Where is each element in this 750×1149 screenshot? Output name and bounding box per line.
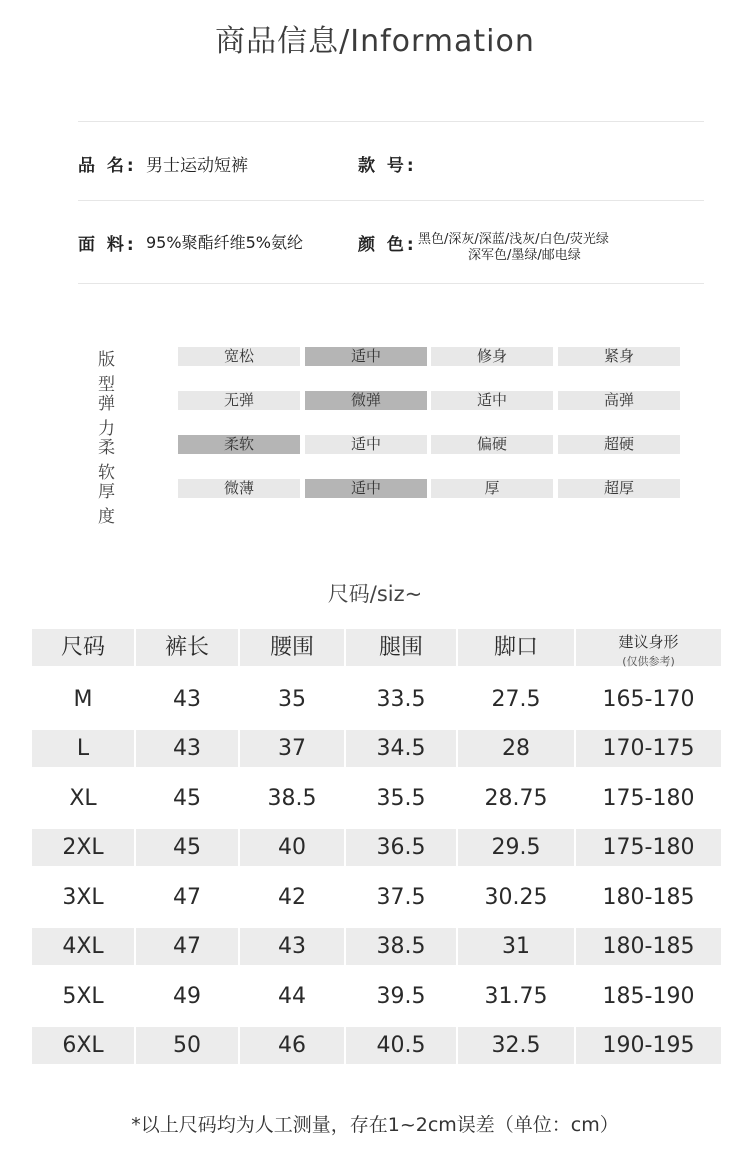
table-cell: 180-185 <box>602 885 695 910</box>
table-cell: 37.5 <box>376 885 426 910</box>
table-row <box>32 730 721 767</box>
table-cell: 31.75 <box>484 984 548 1009</box>
column-header: 腰围 <box>240 629 344 666</box>
column-header: 腿围 <box>346 629 456 666</box>
column-header <box>576 629 721 666</box>
table-cell: 170-175 <box>576 730 721 767</box>
table-cell: 28 <box>458 730 574 767</box>
table-cell: 38.5 <box>267 786 317 811</box>
table-row <box>32 681 721 718</box>
attribute-option: 偏硬 <box>431 435 553 454</box>
attribute-option: 宽松 <box>178 347 300 366</box>
table-cell: 43 <box>173 687 201 712</box>
table-cell: 40 <box>240 829 344 866</box>
table-header-row <box>32 629 721 666</box>
divider-top <box>78 121 704 122</box>
table-cell: 35.5 <box>376 786 426 811</box>
table-cell: 37 <box>240 730 344 767</box>
attribute-option: 紧身 <box>558 347 680 366</box>
attribute-label: 版型 <box>98 350 115 395</box>
column-header-main: 建议身形 <box>618 633 679 651</box>
column-header: 裤长 <box>136 629 238 666</box>
color-list-line-2: 深军色/墨绿/邮电绿 <box>468 248 581 263</box>
size-section-title: 尺码/siz~ <box>327 582 423 606</box>
fabric-label: 面 料: <box>78 235 137 255</box>
table-cell: 45 <box>136 829 238 866</box>
model-number-label: 款 号: <box>358 156 417 176</box>
product-name-label: 品 名: <box>78 156 137 176</box>
table-cell: 175-180 <box>602 786 695 811</box>
attribute-option: 超硬 <box>558 435 680 454</box>
table-cell: 33.5 <box>376 687 426 712</box>
table-cell: 49 <box>173 984 201 1009</box>
table-row <box>32 1027 721 1064</box>
attribute-option: 无弹 <box>178 391 300 410</box>
table-cell: 39.5 <box>376 984 426 1009</box>
table-cell: 190-195 <box>576 1027 721 1064</box>
table-cell: 43 <box>136 730 238 767</box>
attribute-option: 厚 <box>431 479 553 498</box>
measurement-footnote: *以上尺码均为人工测量，存在1~2cm误差（单位：cm） <box>131 1114 619 1136</box>
attribute-option: 适中 <box>305 435 427 454</box>
attribute-option: 修身 <box>431 347 553 366</box>
color-value <box>418 232 609 264</box>
table-cell: 165-170 <box>602 687 695 712</box>
table-cell: 6XL <box>32 1027 134 1064</box>
table-cell: 43 <box>240 928 344 965</box>
table-cell: 29.5 <box>458 829 574 866</box>
table-cell: 50 <box>136 1027 238 1064</box>
table-cell: 31 <box>458 928 574 965</box>
table-cell: 5XL <box>62 984 104 1009</box>
attribute-option: 微薄 <box>178 479 300 498</box>
attribute-option: 高弹 <box>558 391 680 410</box>
table-cell: 30.25 <box>484 885 548 910</box>
table-cell: L <box>32 730 134 767</box>
table-cell: 34.5 <box>346 730 456 767</box>
attribute-option-selected: 微弹 <box>305 391 427 410</box>
table-cell: 175-180 <box>576 829 721 866</box>
attribute-option: 超厚 <box>558 479 680 498</box>
color-list-line-1: 黑色/深灰/深蓝/浅灰/白色/荧光绿 <box>418 232 609 247</box>
attribute-label: 厚度 <box>98 482 115 527</box>
attribute-option: 适中 <box>431 391 553 410</box>
table-cell: 3XL <box>62 885 104 910</box>
table-cell: 38.5 <box>346 928 456 965</box>
divider-bottom <box>78 283 704 284</box>
table-cell: 46 <box>240 1027 344 1064</box>
table-cell: 47 <box>136 928 238 965</box>
fabric-value: 95%聚酯纤维5%氨纶 <box>146 233 303 252</box>
column-header-note: (仅供参考) <box>622 655 675 668</box>
table-cell: 2XL <box>32 829 134 866</box>
table-cell: 45 <box>173 786 201 811</box>
table-row <box>32 780 721 817</box>
attribute-option-selected: 适中 <box>305 479 427 498</box>
table-row <box>32 879 721 916</box>
table-cell: 44 <box>278 984 306 1009</box>
page-title: 商品信息/Information <box>215 24 535 59</box>
column-header: 脚口 <box>458 629 574 666</box>
table-row <box>32 829 721 866</box>
table-row <box>32 928 721 965</box>
attribute-label: 弹力 <box>98 394 115 439</box>
table-cell: XL <box>69 786 97 811</box>
attribute-label: 柔软 <box>98 438 115 483</box>
table-cell: 185-190 <box>602 984 695 1009</box>
product-name-value: 男士运动短裤 <box>146 156 248 176</box>
table-cell: 42 <box>278 885 306 910</box>
table-cell: 180-185 <box>576 928 721 965</box>
table-cell: 35 <box>278 687 306 712</box>
table-cell: 47 <box>173 885 201 910</box>
divider-middle <box>78 200 704 201</box>
table-cell: 36.5 <box>346 829 456 866</box>
table-row <box>32 978 721 1015</box>
table-cell: 32.5 <box>458 1027 574 1064</box>
table-cell: 27.5 <box>491 687 541 712</box>
column-header: 尺码 <box>32 629 134 666</box>
attribute-option-selected: 适中 <box>305 347 427 366</box>
attribute-option-selected: 柔软 <box>178 435 300 454</box>
table-cell: 28.75 <box>484 786 548 811</box>
table-cell: 4XL <box>32 928 134 965</box>
color-label: 颜 色: <box>358 235 417 255</box>
table-cell: 40.5 <box>346 1027 456 1064</box>
table-cell: M <box>73 687 93 712</box>
